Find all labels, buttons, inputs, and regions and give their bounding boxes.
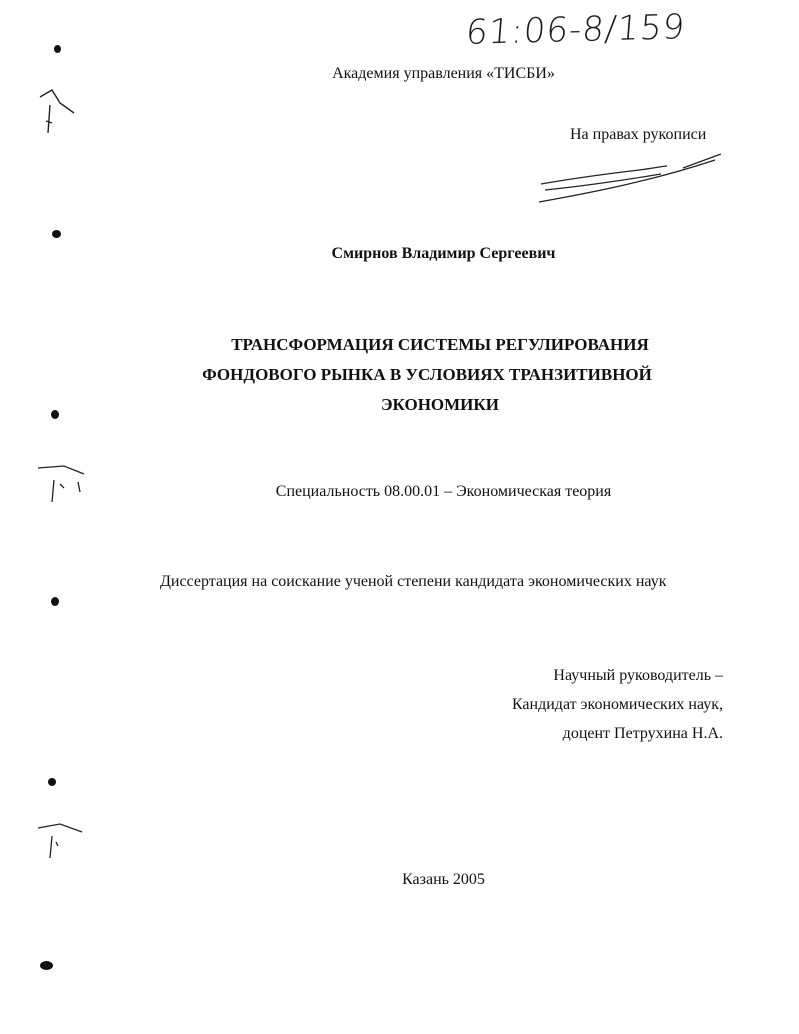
archive-stamp: 61:06-8/159 [464,7,687,53]
thesis-title [150,330,730,420]
specialty: Специальность 08.00.01 – Экономическая теория [275,483,612,500]
title-line: ТРАНСФОРМАЦИЯ СИСТЕМЫ РЕГУЛИРОВАНИЯ [231,335,649,354]
margin-scribble [34,818,94,868]
title-line: ФОНДОВОГО РЫНКА В УСЛОВИЯХ ТРАНЗИТИВНОЙ [202,365,652,384]
margin-scribble [30,85,90,145]
margin-mark [40,961,53,970]
manuscript-rights-note: На правах рукописи [570,126,707,143]
city-year: Казань 2005 [402,871,485,888]
margin-mark [48,778,56,786]
margin-mark [51,410,59,419]
margin-mark [52,230,61,238]
title-line: ЭКОНОМИКИ [381,395,499,414]
dissertation-description: Диссертация на соискание ученой степени кандидата экономических наук [160,573,667,590]
signature [535,150,735,210]
author-name: Смирнов Владимир Сергеевич [331,245,556,262]
supervisor-name: доцент Петрухина Н.А. [562,725,723,742]
margin-mark [54,45,61,53]
margin-mark [51,597,59,606]
institution-name: Академия управления «ТИСБИ» [332,65,555,82]
supervisor-block [512,661,723,748]
supervisor-degree: Кандидат экономических наук, [511,696,723,713]
supervisor-role: Научный руководитель – [553,667,723,684]
